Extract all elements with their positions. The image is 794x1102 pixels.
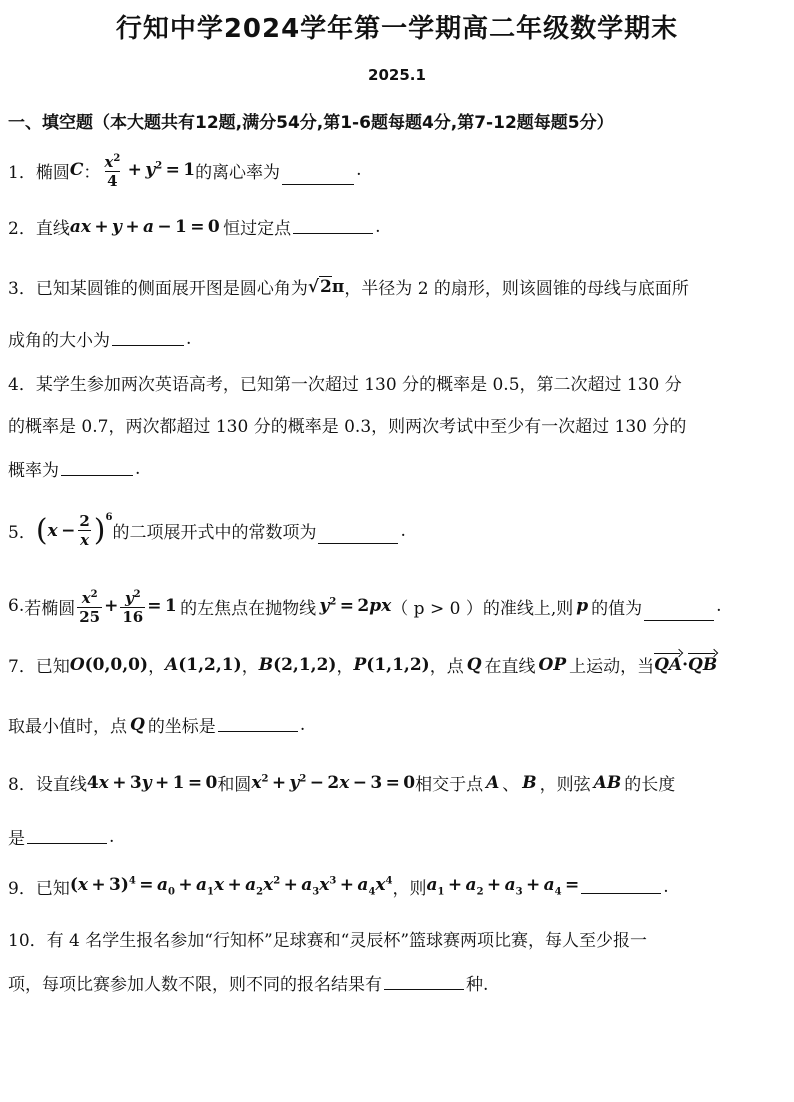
question-end: .: [299, 714, 306, 735]
math-var: OP: [538, 654, 567, 675]
question-text: 已知: [35, 657, 70, 677]
question-end: .: [400, 520, 406, 541]
question-text: 有 4 名学生报名参加“行知杯”足球赛和“灵辰杯”篮球赛两项比赛，每人至少报一: [46, 931, 648, 951]
question-number: 7．: [8, 657, 36, 677]
answer-blank[interactable]: [61, 474, 133, 476]
math-expression: $(x + 3)^4 = a_0 + a_1x + a_2x^2 + a_3x^3 + a_4x^4$: [69, 875, 393, 898]
math-var: C: [69, 160, 84, 180]
question-text: 成角的大小为: [8, 331, 110, 351]
answer-blank[interactable]: [112, 344, 184, 346]
question-text: ，则: [392, 879, 427, 899]
math-var: p: [576, 596, 589, 616]
question-7-line-2: [8, 712, 790, 737]
question-2: [8, 214, 790, 239]
question-text: ，点: [429, 657, 464, 677]
math-sqrt: √2π: [307, 276, 345, 297]
math-expression: 4x + 3y + 1 = 0: [86, 772, 218, 793]
question-text: 的二项展开式中的常数项为: [112, 523, 317, 543]
question-4-line-3: [8, 456, 790, 481]
question-text: ，则弦: [539, 775, 591, 795]
math-plus: +: [104, 596, 119, 616]
math-expression: = 1: [147, 596, 181, 616]
question-number: 6.: [8, 596, 25, 616]
separator: ，: [148, 657, 166, 677]
point-a: A(1,2,1): [165, 654, 242, 675]
math-var: Q: [130, 714, 145, 735]
section-heading: 一、填空题（本大题共有12题,满分54分,第1-6题每题4分,第7-12题每题5分）: [8, 113, 614, 133]
question-text: 恒过定点: [223, 219, 292, 239]
exam-title: 行知中学2024学年第一学期高二年级数学期末: [115, 14, 679, 44]
question-text: 的长度: [624, 775, 676, 795]
math-var: B: [522, 772, 537, 793]
math-expression: $a_1 + a_2 + a_3 + a_4$ =: [426, 875, 580, 898]
question-text: 种.: [466, 975, 489, 995]
question-3-line-2: [8, 326, 790, 351]
question-end: .: [135, 458, 141, 479]
question-number: 8．: [8, 775, 36, 795]
point-p: P(1,1,2): [353, 654, 430, 675]
math-var: Q: [466, 654, 482, 675]
answer-blank[interactable]: [384, 988, 464, 990]
question-text: 、: [502, 775, 520, 795]
question-1: [8, 150, 790, 190]
separator: ，: [336, 657, 354, 677]
math-expression: ax + y + a − 1 = 0: [69, 216, 224, 237]
math-expression: $y^2 = 2px$: [319, 596, 392, 616]
question-4-line-1: [8, 370, 790, 395]
point-b: B(2,1,2): [258, 654, 337, 675]
question-end: .: [186, 328, 192, 349]
answer-blank[interactable]: [282, 183, 354, 185]
question-number: 3．: [8, 279, 36, 299]
question-8-line-2: [8, 824, 790, 849]
question-number: 10．: [8, 931, 47, 951]
question-text: 的坐标是: [147, 717, 216, 737]
question-text: 直线: [35, 219, 70, 239]
math-expression: + $y^2 = 1$: [124, 160, 196, 180]
question-text: 椭圆: [35, 162, 70, 183]
question-text: 的离心率为: [195, 162, 281, 183]
math-var: AB: [593, 772, 622, 793]
question-text: 设直线: [35, 775, 87, 795]
question-number: 5．: [8, 523, 36, 543]
question-number: 1．: [8, 162, 36, 183]
question-text: ，半径为 2 的扇形，则该圆锥的母线与底面所: [344, 279, 689, 299]
question-text: 相交于点: [415, 775, 484, 795]
answer-blank[interactable]: [644, 619, 714, 621]
math-var: A: [486, 772, 500, 793]
question-end: .: [109, 826, 115, 847]
answer-blank[interactable]: [27, 842, 107, 844]
vector-qa: QA: [654, 654, 683, 675]
dot-operator: ·: [682, 654, 689, 675]
exam-date: 2025.1: [368, 66, 426, 84]
question-text: 是: [8, 829, 25, 849]
answer-blank[interactable]: [581, 892, 661, 894]
answer-blank[interactable]: [218, 730, 298, 732]
question-text: 若椭圆: [24, 598, 76, 619]
vector-qb: QB: [688, 654, 718, 675]
math-fraction: $\frac{y^2}{16}$: [122, 589, 144, 626]
question-text: 的准线上,则: [482, 598, 574, 619]
question-7-line-1: [8, 652, 790, 677]
question-number: 4．: [8, 375, 36, 395]
question-text: 已知某圆锥的侧面展开图是圆心角为: [35, 279, 308, 299]
answer-blank[interactable]: [318, 542, 398, 544]
answer-blank[interactable]: [293, 232, 373, 234]
math-fraction: $\frac{x^2}{25}$: [79, 589, 101, 626]
question-9: [8, 874, 790, 899]
question-end: .: [375, 216, 381, 237]
separator: ，: [241, 657, 259, 677]
question-text: ：: [83, 162, 101, 183]
math-expression: $x^2 + y^2 - 2x - 3 = 0$: [251, 772, 416, 793]
question-text: 某学生参加两次英语高考，已知第一次超过 130 分的概率是 0.5，第二次超过 130 分: [35, 375, 682, 395]
question-10-line-1: [8, 926, 790, 951]
math-expression: ( x − $\frac{2}{x}$ ) $^6$: [35, 512, 113, 549]
question-text: 上运动，当: [569, 657, 655, 677]
question-text: （ p > 0 ）: [391, 598, 483, 619]
question-10-line-2: [8, 970, 790, 995]
question-4-line-2: [8, 412, 790, 437]
question-text: 概率为: [8, 461, 59, 481]
question-end: .: [663, 876, 669, 897]
question-end: .: [356, 160, 362, 180]
point-o: O(0,0,0): [69, 654, 149, 675]
math-fraction: $\frac{x^2}{4}$: [104, 153, 121, 190]
question-text: 已知: [35, 879, 70, 899]
question-5: [8, 512, 790, 549]
question-number: 2．: [8, 219, 36, 239]
question-number: 9．: [8, 879, 36, 899]
question-text: 项，每项比赛参加人数不限，则不同的报名结果有: [8, 975, 382, 995]
question-text: 的概率是 0.7，两次都超过 130 分的概率是 0.3，则两次考试中至少有一次超过 130 分的: [8, 417, 687, 437]
question-text: 的左焦点在抛物线: [180, 598, 317, 619]
question-3-line-1: [8, 274, 790, 299]
question-6: [8, 586, 790, 626]
question-text: 取最小值时，点: [8, 717, 127, 737]
question-text: 和圆: [217, 775, 252, 795]
question-text: 在直线: [484, 657, 536, 677]
question-8-line-1: [8, 770, 790, 795]
question-text: 的值为: [591, 598, 643, 619]
question-end: .: [716, 596, 722, 616]
